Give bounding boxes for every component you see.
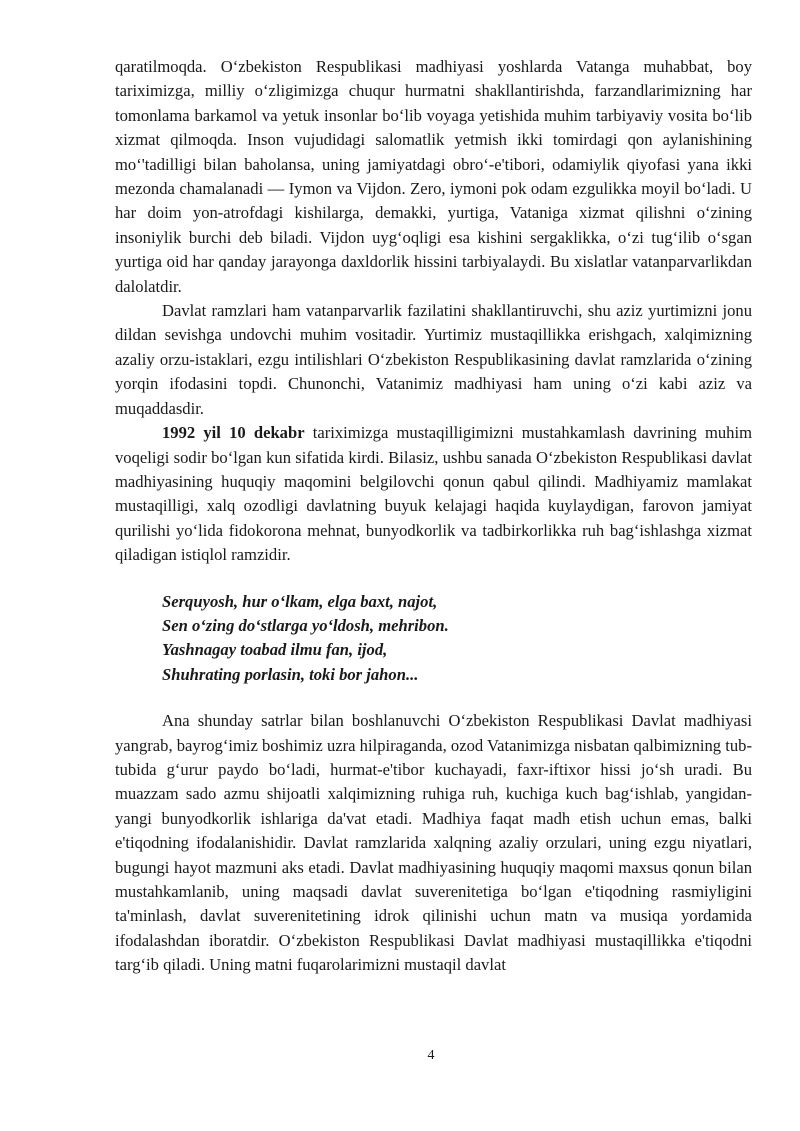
document-body xyxy=(115,55,752,978)
paragraph-state-symbols: Davlat ramzlari ham vatanparvarlik fazilatini shakllantiruvchi, shu aziz yurtimizni jonu dildan sevishga undovchi muhim vositadir. Yurtimiz mustaqillikka erishgach, xalqimizning azaliy orzu-istaklari, ezgu intilishlari O‘zbekiston Respublikasining davlat ramzlarida o‘zining yorqin ifodasini topdi. Chunonchi, Vatanimiz madhiyasi ham uning o‘zi kabi aziz va muqaddasdir. xyxy=(115,301,752,418)
page-number: 4 xyxy=(427,1048,435,1063)
paragraph-1992-law-text: tariximizga mustaqilligimizni mustahkamlash davrining muhim voqeligi sodir bo‘lgan kun sifatida kirdi. Bilasiz, ushbu sanada O‘zbekiston Respublikasi davlat madhiyasining huquqiy maqomini belgilovchi qonun qabul qilindi. Madhiyamiz mamlakat mustaqilligi, xalq ozodligi davlatning buyuk kelajagi haqida kuylaydigan, farovon jamiyat qurilishi yo‘lida fidokorona mehnat, bunyodkorlik va tadbirkorlikka ruh bag‘ishlashga xizmat qiladigan istiqlol ramzidir. xyxy=(115,423,752,565)
date-highlight: 1992 yil 10 dekabr xyxy=(162,423,305,443)
verse-line: Serquyosh, hur o‘lkam, elga baxt, najot, xyxy=(162,591,438,611)
paragraph-1992-law xyxy=(115,421,752,567)
anthem-verse xyxy=(162,590,752,688)
verse-line: Shuhrating porlasin, toki bor jahon... xyxy=(162,664,419,684)
verse-line: Yashnagay toabad ilmu fan, ijod, xyxy=(162,640,388,660)
paragraph-anthem-meaning: Ana shunday satrlar bilan boshlanuvchi O‘zbekiston Respublikasi Davlat madhiyasi yangrab, bayrog‘imiz boshimiz uzra hilpiraganda, ozod Vatanimizga nisbatan qalbimizning tub-tubida g‘urur paydo bo‘ladi, hurmat-e'tibor kuchayadi, faxr-iftixor hissi jo‘sh uradi. Bu muazzam sado azmu shijoatli xalqimizning ruhiga ruh, kuchiga kuch bag‘ishlab, yangidan-yangi bunyodkorlik ishlariga da'vat etadi. Madhiya faqat madh etish uchun emas, balki e'tiqodning ifodalanishidir. Davlat ramzlarida xalqning azaliy orzulari, uning ezgu niyatlari, bugungi hayot mazmuni aks etadi. Davlat madhiyasining huquqiy maqomi maxsus qonun bilan mustahkamlanib, uning maqsadi davlat suverenitetiga bo‘lgan e'tiqodning rasmiyligini ta'minlash, davlat suverenitetining idrok qilinishi uchun matn va musiqa yordamida ifodalashdan iboratdir. O‘zbekiston Respublikasi Davlat madhiyasi mustaqillikka e'tiqodni targ‘ib qiladi. Uning matni fuqarolarimizni mustaqil davlat xyxy=(115,711,752,975)
paragraph-madhiya-upbringing: qaratilmoqda. O‘zbekiston Respublikasi madhiyasi yoshlarda Vatanga muhabbat, boy tariximizga, milliy o‘zligimizga chuqur hurmatni shakllantirishda, farzandlarimizning har tomonlama barkamol va yetuk insonlar bo‘lib voyaga yetishida muhim tarbiyaviy vosita bo‘lib xizmat qilmoqda. Inson vujudidagi salomatlik yetmish ikki tomirdagi qon aylanishining mo‘'tadilligi bilan baholansa, uning jamiyatdagi obro‘-e'tibori, odamiylik qiyofasi yana ikki mezonda chamalanadi — Iymon va Vijdon. Zero, iymoni pok odam ezgulikka moyil bo‘ladi. U har doim yon-atrofdagi kishilarga, demakki, yurtiga, Vataniga xizmat qilishni o‘zining insoniylik burchi deb biladi. Vijdon uyg‘oqligi esa kishini sergaklikka, o‘zi tug‘ilib o‘sgan yurtiga oid har qanday jarayonga daxldorlik hissini tarbiyalaydi. Bu xislatlar vatanparvarlikdan dalolatdir. xyxy=(115,57,752,296)
verse-line: Sen o‘zing do‘stlarga yo‘ldosh, mehribon. xyxy=(162,615,449,635)
